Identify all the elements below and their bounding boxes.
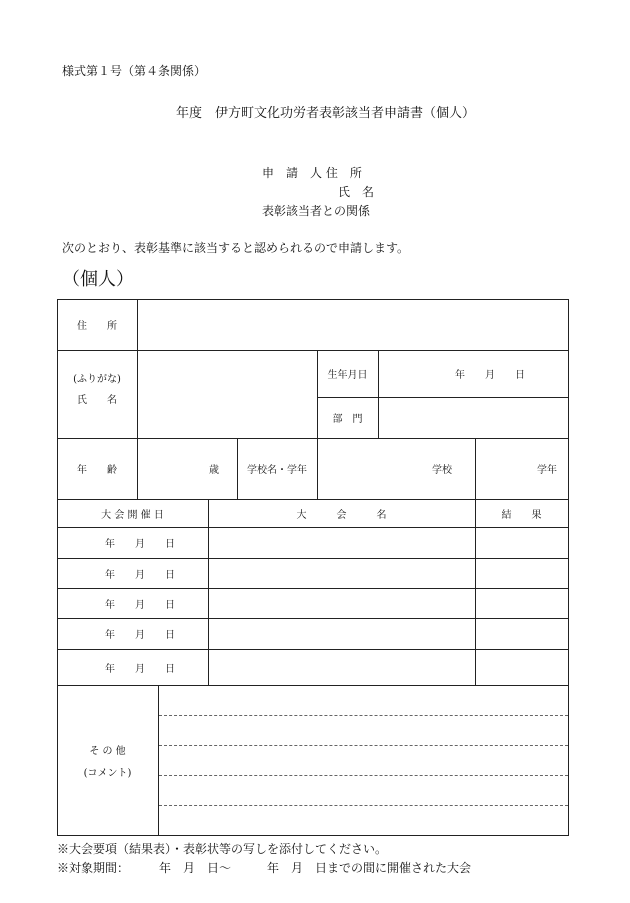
applicant-relation-label: 表彰該当者との関係 xyxy=(262,204,371,218)
result-header: 結 果 xyxy=(501,509,542,521)
birthdate-label: 生年月日 xyxy=(327,370,368,381)
applicant-name-label: 氏 名 xyxy=(338,185,375,199)
name-label: 氏 名 xyxy=(77,394,117,406)
event-date-row[interactable]: 年 月 日 xyxy=(105,599,175,611)
school-unit: 学校 xyxy=(432,465,452,476)
section-title: （個人） xyxy=(62,269,134,290)
address-field[interactable] xyxy=(138,300,568,350)
note-period: ※対象期間： 年 月 日～ 年 月 日までの間に開催された大会 xyxy=(57,861,472,875)
age-unit: 歳 xyxy=(209,465,219,476)
intro-text: 次のとおり、表彰基準に該当すると認められるので申請します。 xyxy=(62,241,410,255)
event-date-header: 大 会 開 催 日 xyxy=(101,509,164,521)
age-label: 年 齢 xyxy=(77,465,117,476)
event-date-row[interactable]: 年 月 日 xyxy=(105,630,175,641)
event-date-row[interactable]: 年 月 日 xyxy=(105,663,175,675)
event-date-row[interactable]: 年 月 日 xyxy=(105,569,175,581)
applicant-address-label: 申 請 人 住 所 xyxy=(262,166,362,180)
school-label: 学校名・学年 xyxy=(247,465,307,476)
address-label: 住 所 xyxy=(77,321,117,332)
event-name-header: 大 会 名 xyxy=(296,509,387,521)
comment-field[interactable] xyxy=(159,686,568,835)
grade-unit: 学年 xyxy=(537,465,557,476)
name-field[interactable] xyxy=(138,351,317,438)
event-date-row[interactable]: 年 月 日 xyxy=(105,539,175,550)
comment-label: (コメント) xyxy=(83,767,132,779)
department-label: 部 門 xyxy=(332,414,363,425)
furigana-label: (ふりがな) xyxy=(73,373,121,385)
form-number: 様式第１号（第４条関係） xyxy=(62,64,207,78)
other-label: そ の 他 xyxy=(89,745,126,757)
birthdate-value[interactable]: 年 月 日 xyxy=(455,370,525,381)
department-field[interactable] xyxy=(379,398,568,438)
note-attachments: ※大会要項（結果表）・表彰状等の写しを添付してください。 xyxy=(57,842,388,856)
form-title: 年度 伊方町文化功労者表彰該当者申請書（個人） xyxy=(176,106,476,121)
